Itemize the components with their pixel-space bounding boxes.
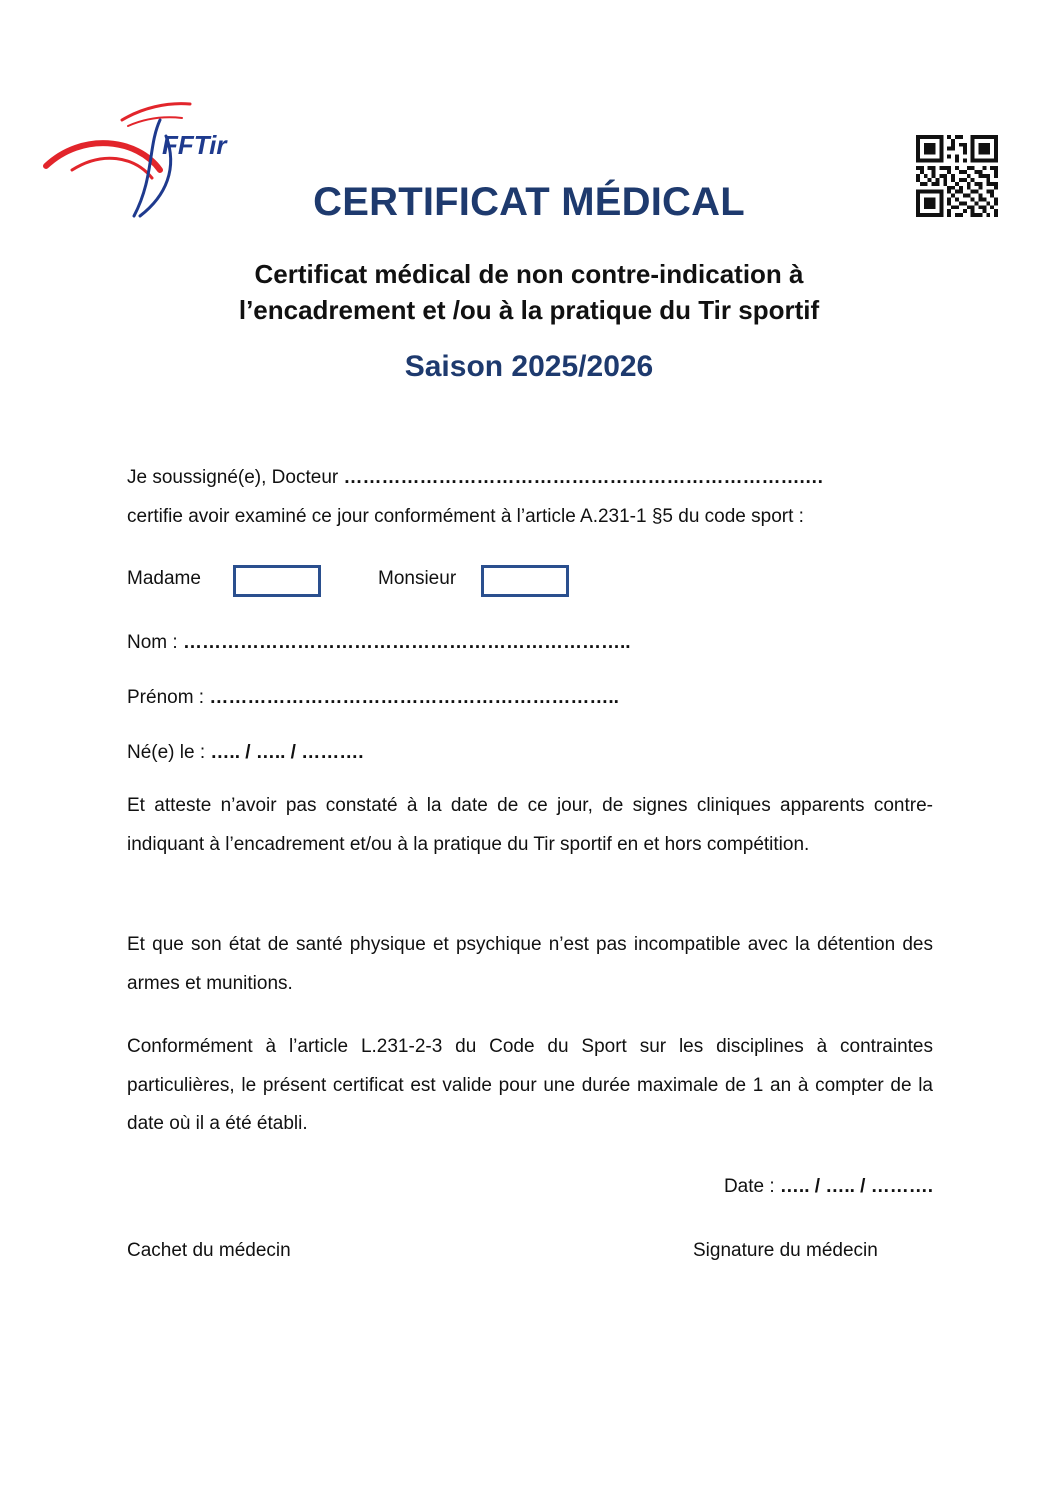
certify-line: certifie avoir examiné ce jour conformément à l’article A.231-1 §5 du code sport : (127, 506, 804, 527)
document-subtitle (0, 256, 1058, 328)
monsieur-label: Monsieur (378, 568, 457, 589)
madame-checkbox[interactable] (233, 565, 321, 597)
birth-line (127, 742, 364, 764)
monsieur-checkbox[interactable] (481, 565, 569, 597)
madame-label: Madame (127, 568, 201, 589)
document-title: CERTIFICAT MÉDICAL (313, 180, 745, 224)
birth-label: Né(e) le : (127, 742, 206, 763)
doctor-name-field[interactable]: ……………………………………………………………….… (343, 467, 824, 488)
subtitle-line-2: l’encadrement et /ou à la pratique du Tir sportif (238, 295, 820, 325)
subtitle-line-1: Certificat médical de non contre-indication à (254, 259, 804, 289)
doctor-line (127, 467, 824, 489)
signature-label: Signature du médecin (693, 1240, 878, 1261)
logo-text: FFTir (162, 130, 227, 160)
doctor-label: Je soussigné(e), Docteur (127, 467, 339, 488)
season-label: Saison 2025/2026 (404, 350, 654, 383)
paragraph-validity: Conformément à l’article L.231-2-3 du Code du Sport sur les disciplines à contraintes particulières, le présent certificat est valide pour une durée maximale de 1 an à compter de la date où il a été établi. (127, 1036, 933, 1134)
paragraph-health: Et que son état de santé physique et psychique n’est pas incompatible avec la détention des armes et munitions. (127, 934, 933, 994)
prenom-label: Prénom : (127, 687, 205, 708)
prenom-line (127, 687, 619, 709)
stamp-label: Cachet du médecin (127, 1240, 291, 1261)
birth-date-field[interactable]: ….. / ….. / ………. (210, 742, 364, 763)
date-line (724, 1176, 933, 1198)
nom-line (127, 632, 631, 654)
nom-label: Nom : (127, 632, 178, 653)
date-field[interactable]: ….. / ….. / ………. (779, 1176, 933, 1197)
date-label: Date : (723, 1176, 775, 1197)
paragraph-attestation: Et atteste n’avoir pas constaté à la date de ce jour, de signes cliniques apparents contre-indiquant à l’encadrement et/ou à la pratique du Tir sportif en et hors compétition. (127, 795, 933, 855)
prenom-field[interactable]: ……………………………………………………….. (209, 687, 619, 708)
nom-field[interactable]: …………………………………………………………….. (182, 632, 631, 653)
